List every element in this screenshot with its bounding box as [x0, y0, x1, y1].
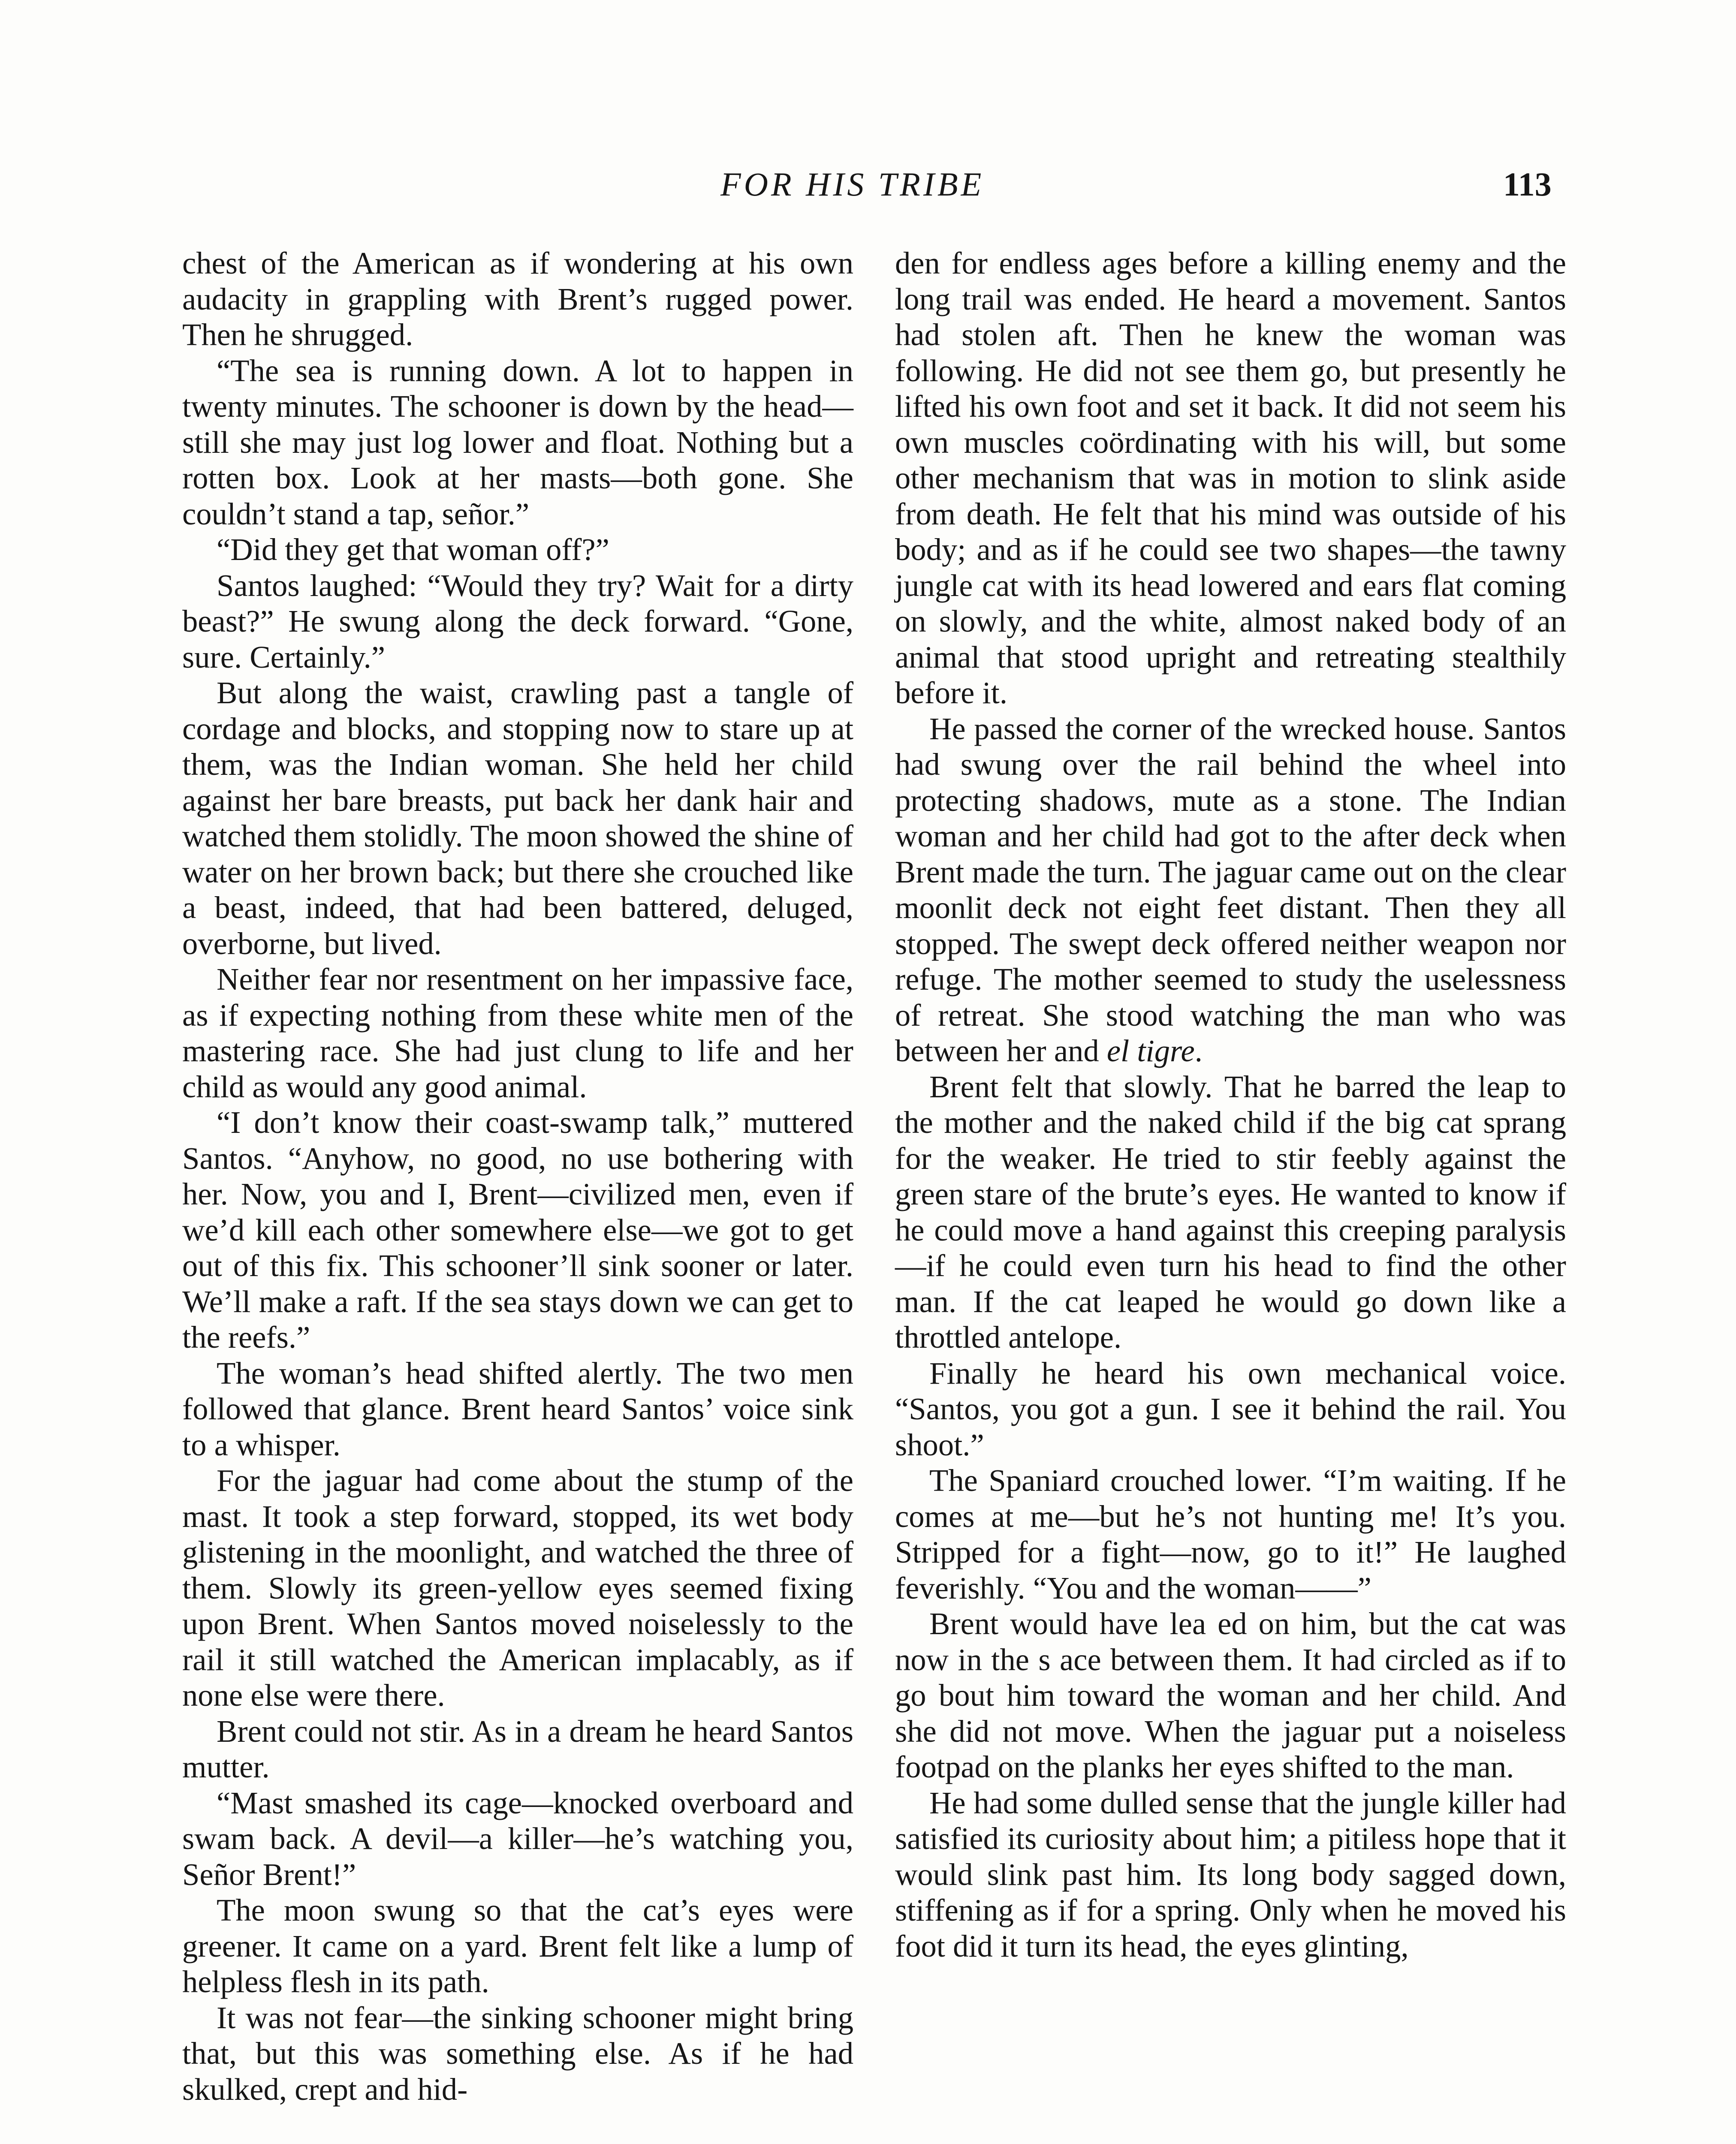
- running-title: FOR HIS TRIBE: [720, 166, 985, 203]
- paragraph: But along the waist, crawling past a tangle of cordage and blocks, and stopping now to stare up at them, was the Indian woman. She held her child against her bare breasts, put back her dank hair and watched them stolidly. The moon showed the shine of water on her brown back; but there she crouched like a beast, indeed, that had been battered, deluged, overborne, but lived.: [182, 675, 853, 961]
- text-column-right: [895, 245, 1566, 1964]
- paragraph: “Mast smashed its cage—knocked overboard and swam back. A devil—a killer—he’s watching you, Señor Brent!”: [182, 1785, 853, 1892]
- paragraph: The moon swung so that the cat’s eyes were greener. It came on a yard. Brent felt like a lump of helpless flesh in its path.: [182, 1893, 853, 1999]
- paragraph-text: He passed the corner of the wrecked house. Santos had swung over the rail behind the wheel into protecting shadows, mute as a stone. The Indian woman and her child had got to the after deck when Brent made the turn. The jaguar came out on the clear moonlit deck not eight feet distant. Then they all stopped. The swept deck offered neither weapon nor refuge. The mother seemed to study the uselessness of retreat. She stood watching the man who was between her and: [895, 711, 1566, 1068]
- page-number: 113: [1503, 166, 1552, 203]
- paragraph: Neither fear nor resentment on her impassive face, as if expecting nothing from these white men of the mastering race. She had just clung to life and her child as would any good animal.: [182, 962, 853, 1104]
- paragraph: den for endless ages before a killing enemy and the long trail was ended. He heard a movement. Santos had stolen aft. Then he knew the woman was following. He did not see them go, but presently he lifted his own foot and set it back. It did not seem his own muscles coördinating with his will, but some other mechanism that was in motion to slink aside from death. He felt that his mind was outside of his body; and as if he could see two shapes—the tawny jungle cat with its head lowered and ears flat coming on slowly, and the white, almost naked body of an animal that stood upright and retreating stealthily before it.: [895, 246, 1566, 710]
- paragraph: Brent would have lea ed on him, but the cat was now in the s ace between them. It had circled as if to go bout him toward the woman and her child. And she did not move. When the jaguar put a noiseless footpad on the planks her eyes shifted to the man.: [895, 1606, 1566, 1784]
- paragraph: chest of the American as if wondering at his own audacity in grappling with Brent’s rugged power. Then he shrugged.: [182, 246, 853, 352]
- paragraph: For the jaguar had come about the stump of the mast. It took a step forward, stopped, its wet body glistening in the moonlight, and watched the three of them. Slowly its green-yellow eyes seemed fixing upon Brent. When Santos moved noiselessly to the rail it still watched the American implacably, as if none else were there.: [182, 1463, 853, 1713]
- paragraph: Brent could not stir. As in a dream he heard Santos mutter.: [182, 1713, 853, 1784]
- paragraph: It was not fear—the sinking schooner might bring that, but this was something else. As if he had skulked, crept and hid-: [182, 2000, 853, 2107]
- paragraph: “The sea is running down. A lot to happen in twenty minutes. The schooner is down by the head—still she may just log lower and float. Nothing but a rotten box. Look at her masts—both gone. She couldn’t stand a tap, señor.”: [182, 353, 853, 531]
- paragraph: The woman’s head shifted alertly. The two men followed that glance. Brent heard Santos’ voice sink to a whisper.: [182, 1355, 853, 1462]
- running-head: [0, 165, 1736, 208]
- paragraph: Santos laughed: “Would they try? Wait for a dirty beast?” He swung along the deck forward. “Gone, sure. Certainly.”: [182, 568, 853, 675]
- paragraph: Finally he heard his own mechanical voice. “Santos, you got a gun. I see it behind the rail. You shoot.”: [895, 1355, 1566, 1462]
- paragraph: He passed the corner of the wrecked house. Santos had swung over the rail behind the wheel into protecting shadows, mute as a stone. The Indian woman and her child had got to the after deck when Brent made the turn. The jaguar came out on the clear moonlit deck not eight feet distant. Then they all stopped. The swept deck offered neither weapon nor refuge. The mother seemed to study the uselessness of retreat. She stood watching the man who was between her and el tigre.: [895, 711, 1566, 1068]
- paragraph: Brent felt that slowly. That he barred the leap to the mother and the naked child if the big cat sprang for the weaker. He tried to stir feebly against the green stare of the brute’s eyes. He wanted to know if he could move a hand against this creeping paralysis—if he could even turn his head to find the other man. If the cat leaped he would go down like a throttled antelope.: [895, 1069, 1566, 1355]
- italic-phrase: el tigre: [1106, 1033, 1195, 1068]
- paragraph: “Did they get that woman off?”: [217, 532, 609, 567]
- text-column-left: [182, 245, 853, 2107]
- paragraph: He had some dulled sense that the jungle killer had satisfied its curiosity about him; a pitiless hope that it would slink past him. Its long body sagged down, stiffening as if for a spring. Only when he moved his foot did it turn its head, the eyes glinting,: [895, 1785, 1566, 1963]
- paragraph: “I don’t know their coast-swamp talk,” muttered Santos. “Anyhow, no good, no use bothering with her. Now, you and I, Brent—civilized men, even if we’d kill each other somewhere else—we got to get out of this fix. This schooner’ll sink sooner or later. We’ll make a raft. If the sea stays down we can get to the reefs.”: [182, 1105, 853, 1355]
- paragraph: The Spaniard crouched lower. “I’m waiting. If he comes at me—but he’s not hunting me! It’s you. Stripped for a fight—now, go to it!” He laughed feverishly. “You and the woman——”: [895, 1463, 1566, 1605]
